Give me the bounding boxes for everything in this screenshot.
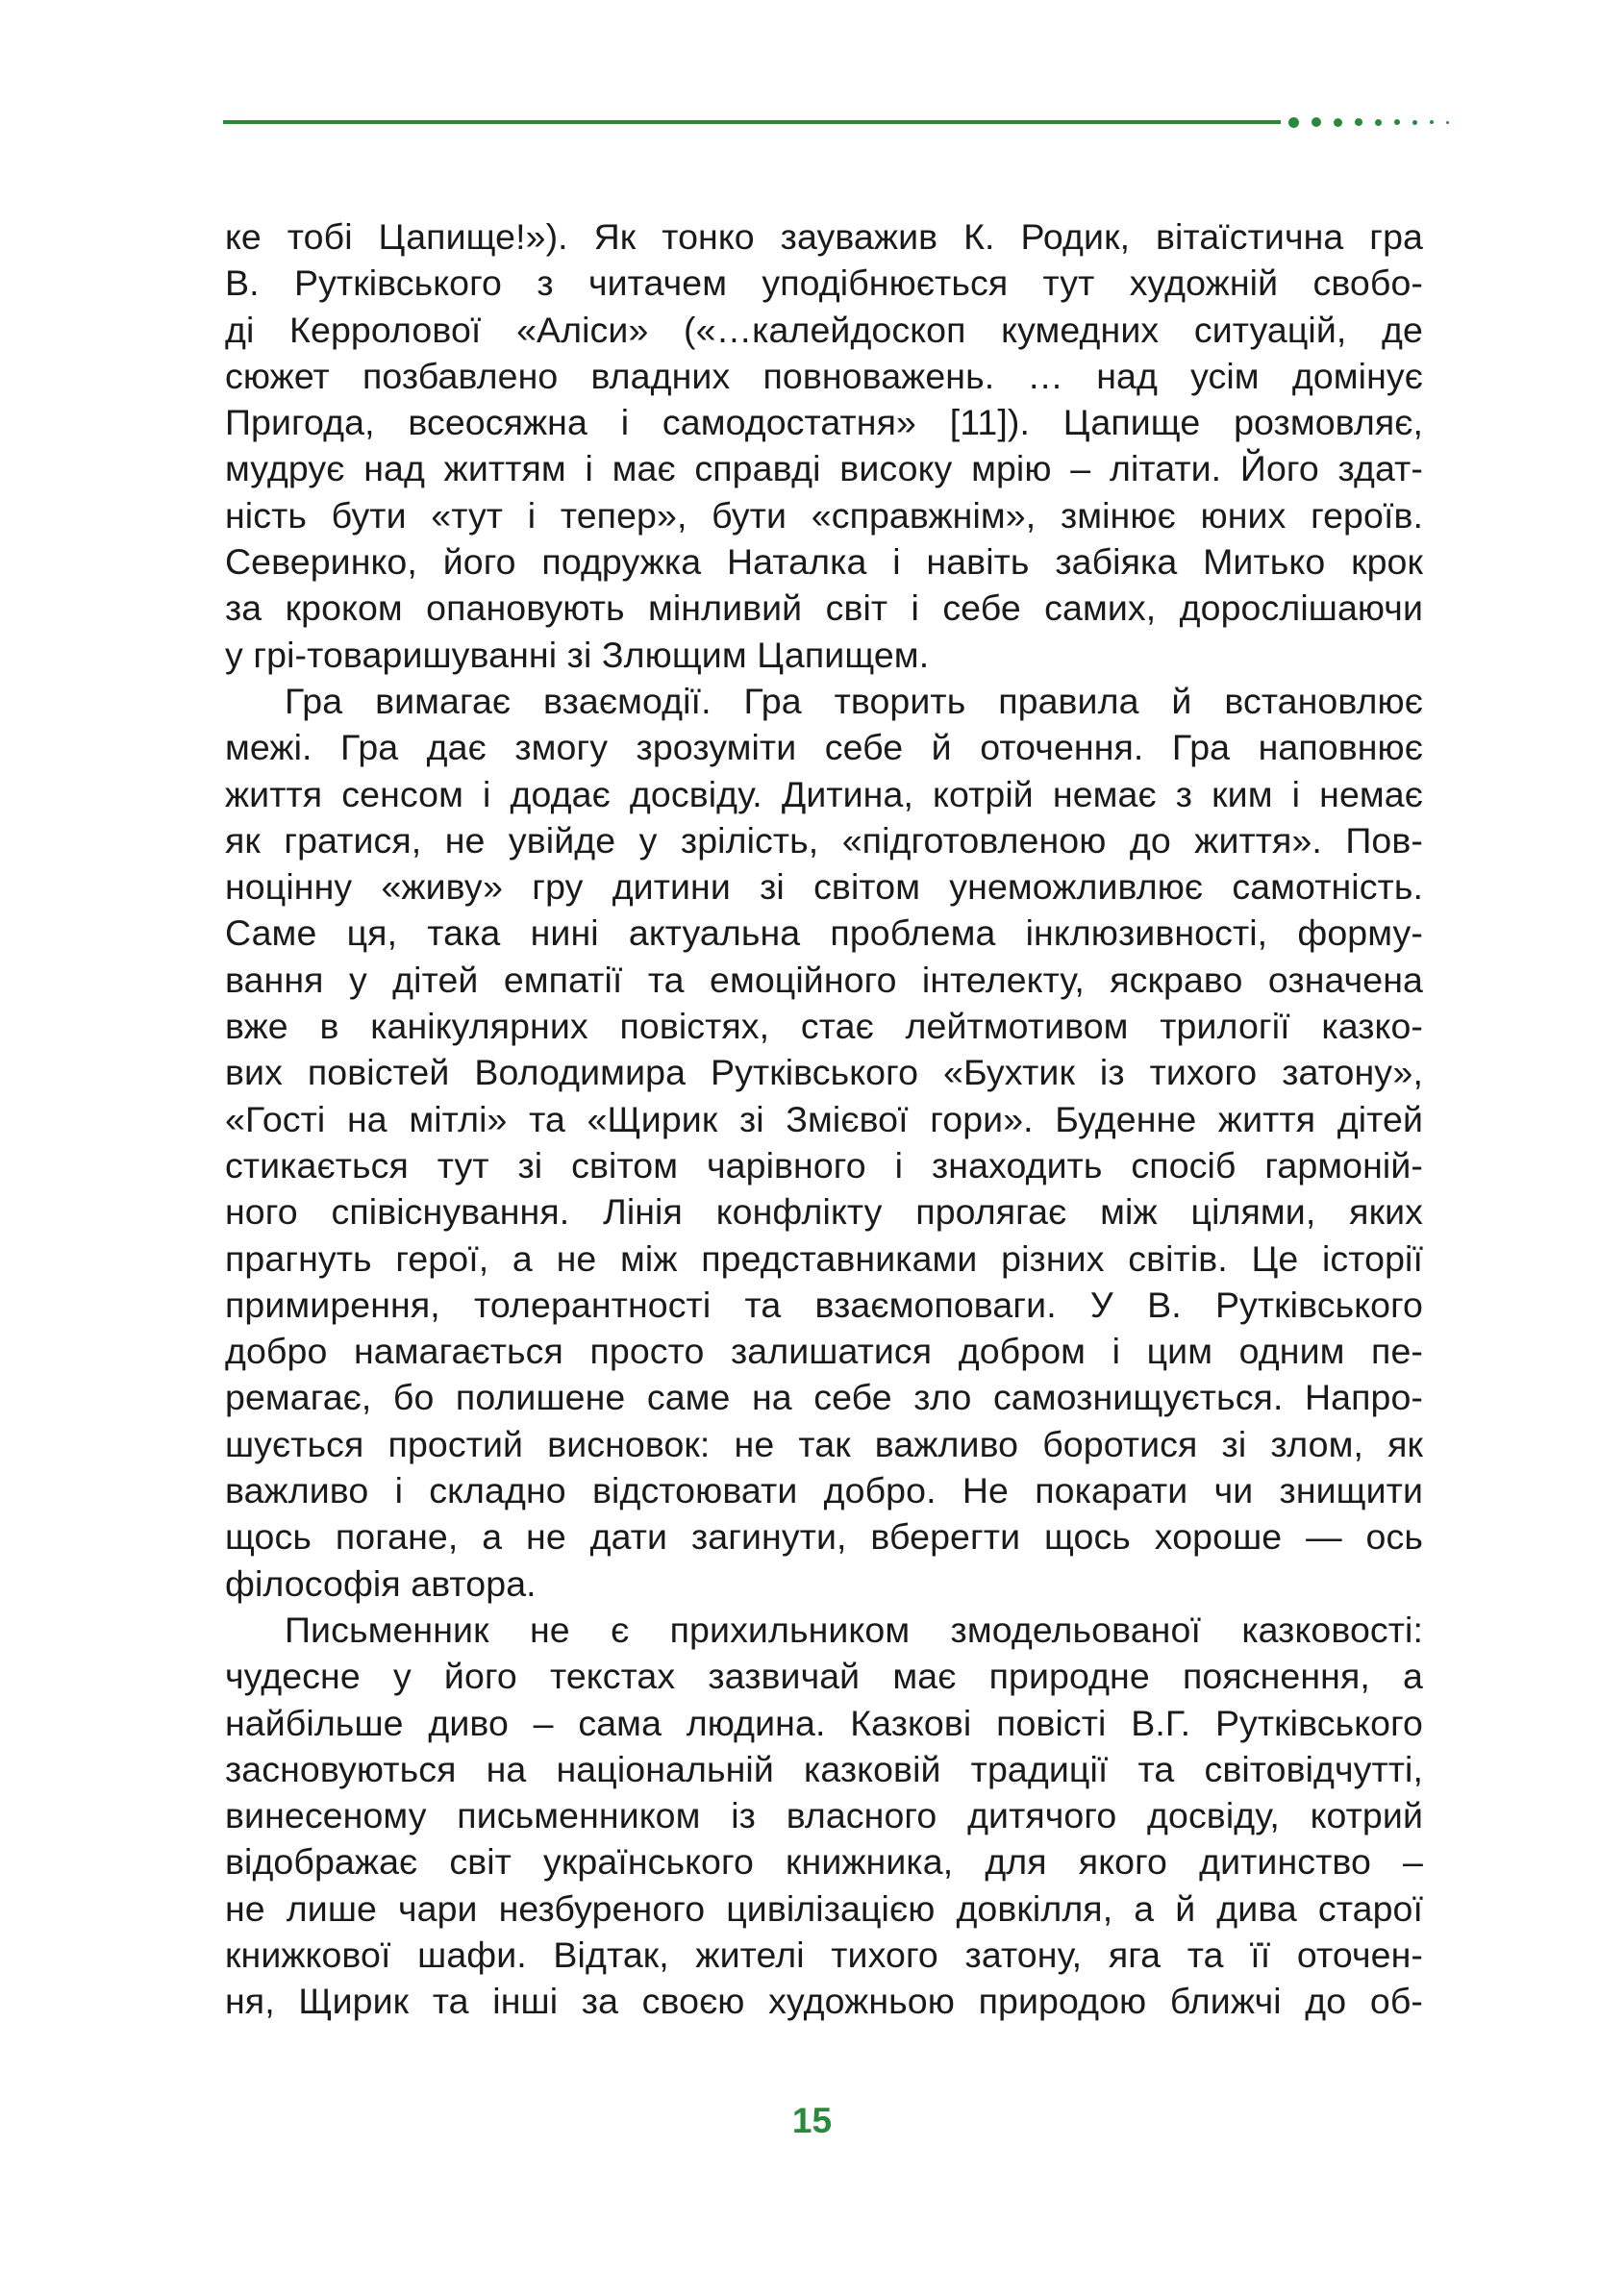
text-line: ного співіснування. Лінія конфлікту пролягає між цілями, яких: [225, 1191, 1423, 1233]
text-line: ремагає, бо полишене саме на себе зло самознищується. Напро-: [225, 1377, 1423, 1418]
text-line: найбільше диво – сама людина. Казкові повісті В.Г. Рутківського: [225, 1702, 1423, 1743]
text-line: вання у дітей емпатії та емоційного інтелекту, яскраво означена: [225, 959, 1423, 1000]
text-line: ді Керролової «Аліси» («…калейдоскоп кумедних ситуацій, де: [225, 309, 1423, 350]
ornament-dot: [1375, 119, 1382, 126]
text-line: ність бути «тут і тепер», бути «справжнім», змінює юних героїв.: [225, 494, 1423, 536]
ornament-dot: [1394, 119, 1400, 125]
header-dots-ornament: [1288, 113, 1624, 131]
text-line: примирення, толерантності та взаємоповаги. У В. Рутківського: [225, 1284, 1423, 1325]
ornament-dot: [1355, 118, 1362, 126]
text-line: Письменник не є прихильником змодельованої казковості:: [285, 1609, 1423, 1650]
text-line: щось погане, а не дати загинути, вберегти щось хороше — ось: [225, 1516, 1423, 1558]
page-number: 15: [791, 2101, 833, 2140]
text-line: у грі-товаришуванні зі Злющим Цапищем.: [225, 634, 930, 675]
text-line: як гратися, не увійде у зрілість, «підготовленою до життя». Пов-: [225, 819, 1423, 861]
header-green-line: [223, 120, 1281, 124]
text-line: Северинко, його подружка Наталка і навіть забіяка Митько крок: [225, 541, 1423, 583]
text-line: чудесне у його текстах зазвичай має природне пояснення, а: [225, 1656, 1423, 1697]
text-line: шується простий висновок: не так важливо боротися зі злом, як: [225, 1423, 1423, 1464]
text-line: ня, Щирик та інші за своєю художньою природою ближчі до об-: [225, 1981, 1423, 2022]
text-line: не лише чари незбуреного цивілізацією довкілля, а й дива старої: [225, 1887, 1423, 1929]
text-line: ке тобі Цапище!»). Як тонко зауважив К. Родик, вітаїстична гра: [225, 216, 1423, 257]
body-text: [225, 213, 1423, 2025]
header-decorative-rule: [223, 113, 1310, 131]
text-line: ноцінну «живу» гру дитини зі світом унеможливлює самотність.: [225, 866, 1423, 908]
text-line: В. Рутківського з читачем уподібнюється тут художній свобо-: [225, 262, 1423, 304]
text-line: вже в канікулярних повістях, стає лейтмотивом трилогії казко-: [225, 1006, 1423, 1047]
ornament-dot: [1412, 120, 1417, 125]
text-line: сюжет позбавлено владних повноважень. … над усім домінує: [225, 355, 1423, 396]
text-line: Гра вимагає взаємодії. Гра творить правила й встановлює: [285, 680, 1423, 721]
text-line: важливо і складно відстоювати добро. Не покарати чи знищити: [225, 1470, 1423, 1511]
text-line: добро намагається просто залишатися добром і цим одним пе-: [225, 1331, 1423, 1372]
text-line: Пригода, всеосяжна і самодостатня» [11]). Цапище розмовляє,: [225, 402, 1423, 443]
ornament-dot: [1430, 120, 1434, 124]
text-line: книжкової шафи. Відтак, жителі тихого затону, яга та її оточен-: [225, 1934, 1423, 1975]
text-line: за кроком опановують мінливий світ і себе самих, дорослішаючи: [225, 587, 1423, 629]
ornament-dot: [1334, 118, 1342, 127]
text-line: засновуються на національній казковій традиції та світовідчутті,: [225, 1748, 1423, 1789]
text-line: мудрує над життям і має справді високу мрію – літати. Його здат-: [225, 448, 1423, 489]
text-line: відображає світ українського книжника, для якого дитинство –: [225, 1841, 1423, 1883]
text-line: «Гості на мітлі» та «Щирик зі Змієвої гори». Буденне життя дітей: [225, 1098, 1423, 1139]
ornament-dot: [1312, 117, 1321, 127]
text-line: винесеному письменником із власного дитячого досвіду, котрий: [225, 1795, 1423, 1836]
ornament-dot: [1446, 121, 1449, 124]
text-line: прагнуть герої, а не між представниками різних світів. Це історії: [225, 1237, 1423, 1279]
text-line: Саме ця, така нині актуальна проблема інклюзивності, форму-: [225, 912, 1423, 954]
ornament-dot: [1288, 117, 1299, 128]
text-line: стикається тут зі світом чарівного і знаходить спосіб гармоній-: [225, 1144, 1423, 1186]
text-line: життя сенсом і додає досвіду. Дитина, котрій немає з ким і немає: [225, 773, 1423, 814]
text-line: межі. Гра дає змогу зрозуміти себе й оточення. Гра наповнює: [225, 727, 1423, 768]
text-line: вих повістей Володимира Рутківського «Бухтик із тихого затону»,: [225, 1052, 1423, 1093]
text-line: філософія автора.: [225, 1562, 537, 1604]
